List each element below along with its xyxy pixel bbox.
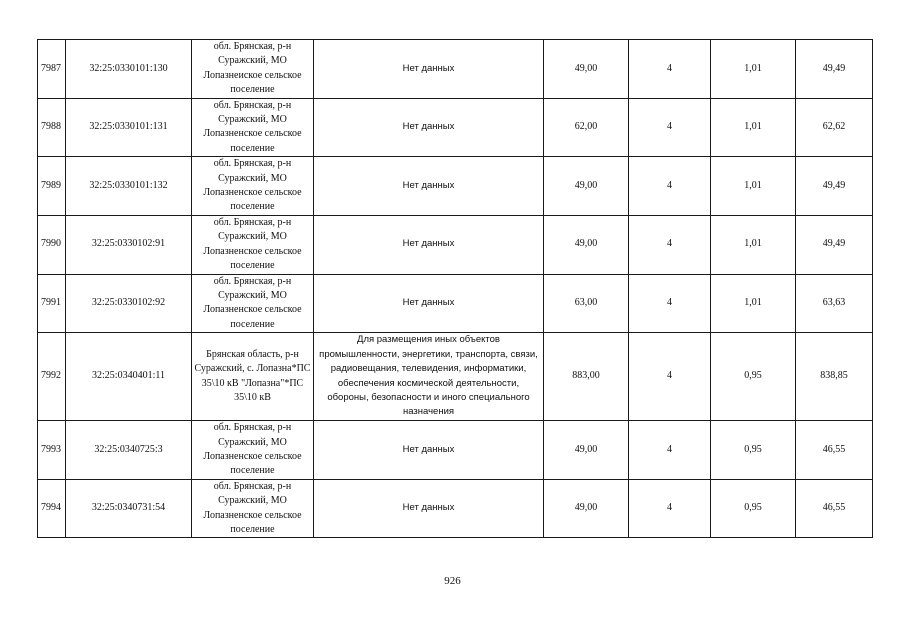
- group-number: 4: [629, 98, 711, 157]
- address: обл. Брянская, р-н Суражский, МО Лопазненское сельское поселение: [192, 157, 314, 216]
- table-row: [38, 40, 873, 99]
- cadastral-number: 32:25:0330101:131: [66, 98, 192, 157]
- permitted-use: Нет данных: [314, 98, 544, 157]
- coefficient: 0,95: [711, 479, 796, 538]
- area: 63,00: [544, 274, 629, 333]
- group-number: 4: [629, 333, 711, 421]
- permitted-use: Нет данных: [314, 215, 544, 274]
- table-row: [38, 98, 873, 157]
- area: 49,00: [544, 40, 629, 99]
- coefficient: 0,95: [711, 333, 796, 421]
- address: обл. Брянская, р-н Суражский, МО Лопазненское сельское поселение: [192, 98, 314, 157]
- row-number: 7991: [38, 274, 66, 333]
- land-plots-table: [37, 39, 873, 538]
- area: 883,00: [544, 333, 629, 421]
- table-row: [38, 274, 873, 333]
- group-number: 4: [629, 479, 711, 538]
- cadastral-number: 32:25:0330101:130: [66, 40, 192, 99]
- cadastral-number: 32:25:0340725:3: [66, 421, 192, 480]
- coefficient: 0,95: [711, 421, 796, 480]
- address: обл. Брянская, р-н Суражский, МО Лопазненское сельское поселение: [192, 479, 314, 538]
- value: 62,62: [796, 98, 873, 157]
- row-number: 7988: [38, 98, 66, 157]
- permitted-use: Нет данных: [314, 157, 544, 216]
- cadastral-number: 32:25:0330102:92: [66, 274, 192, 333]
- permitted-use: Нет данных: [314, 479, 544, 538]
- table-row: [38, 421, 873, 480]
- value: 63,63: [796, 274, 873, 333]
- area: 62,00: [544, 98, 629, 157]
- cadastral-number: 32:25:0340401:11: [66, 333, 192, 421]
- value: 49,49: [796, 215, 873, 274]
- area: 49,00: [544, 479, 629, 538]
- coefficient: 1,01: [711, 157, 796, 216]
- cadastral-number: 32:25:0330101:132: [66, 157, 192, 216]
- value: 46,55: [796, 421, 873, 480]
- permitted-use: Для размещения иных объектов промышленности, энергетики, транспорта, связи, радиовещания, телевидения, информатики, обеспечения космической деятельности, обороны, безопасности и иного специального назначения: [314, 333, 544, 421]
- group-number: 4: [629, 215, 711, 274]
- coefficient: 1,01: [711, 215, 796, 274]
- cadastral-number: 32:25:0340731:54: [66, 479, 192, 538]
- row-number: 7993: [38, 421, 66, 480]
- cadastral-number: 32:25:0330102:91: [66, 215, 192, 274]
- coefficient: 1,01: [711, 40, 796, 99]
- group-number: 4: [629, 157, 711, 216]
- area: 49,00: [544, 215, 629, 274]
- row-number: 7994: [38, 479, 66, 538]
- table-row: [38, 479, 873, 538]
- page-number: 926: [444, 575, 461, 587]
- area: 49,00: [544, 157, 629, 216]
- value: 49,49: [796, 157, 873, 216]
- permitted-use: Нет данных: [314, 40, 544, 99]
- group-number: 4: [629, 274, 711, 333]
- row-number: 7990: [38, 215, 66, 274]
- address: Брянская область, р-н Суражский, с. Лопазна*ПС 35\10 кВ "Лопазна"*ПС 35\10 кВ: [192, 333, 314, 421]
- permitted-use: Нет данных: [314, 421, 544, 480]
- coefficient: 1,01: [711, 274, 796, 333]
- row-number: 7989: [38, 157, 66, 216]
- group-number: 4: [629, 40, 711, 99]
- table-row: [38, 333, 873, 421]
- row-number: 7992: [38, 333, 66, 421]
- value: 838,85: [796, 333, 873, 421]
- group-number: 4: [629, 421, 711, 480]
- area: 49,00: [544, 421, 629, 480]
- permitted-use: Нет данных: [314, 274, 544, 333]
- address: обл. Брянская, р-н Суражский, МО Лопазненское сельское поселение: [192, 215, 314, 274]
- table-row: [38, 157, 873, 216]
- value: 46,55: [796, 479, 873, 538]
- table-row: [38, 215, 873, 274]
- coefficient: 1,01: [711, 98, 796, 157]
- row-number: 7987: [38, 40, 66, 99]
- address: обл. Брянская, р-н Суражский, МО Лопазненское сельское поселение: [192, 421, 314, 480]
- value: 49,49: [796, 40, 873, 99]
- address: обл. Брянская, р-н Суражский, МО Лопазненское сельское поселение: [192, 274, 314, 333]
- address: обл. Брянская, р-н Суражский, МО Лопазнеиское сельское поселение: [192, 40, 314, 99]
